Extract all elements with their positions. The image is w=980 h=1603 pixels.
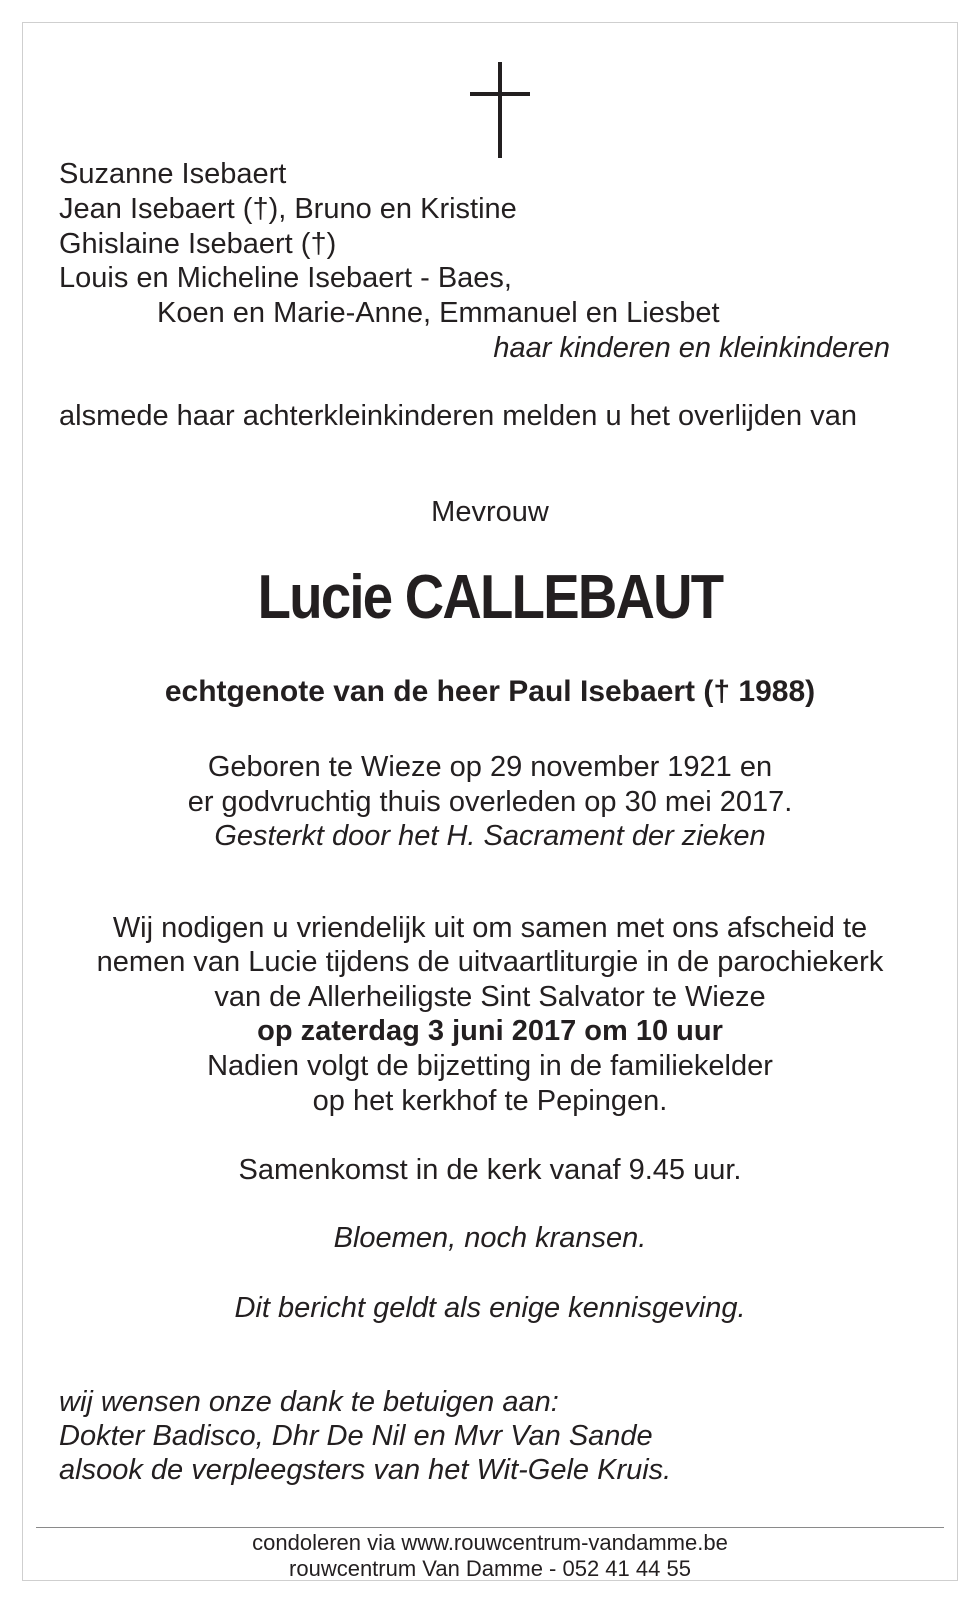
invitation-line: van de Allerheiligste Sint Salvator te Wieze bbox=[214, 981, 766, 1013]
family-line: Louis en Micheline Isebaert - Baes, bbox=[59, 262, 512, 294]
footer-divider bbox=[36, 1527, 944, 1528]
sacrament-line: Gesterkt door het H. Sacrament der zieken bbox=[214, 820, 766, 852]
cross-icon bbox=[470, 62, 530, 158]
invitation-line: nemen van Lucie tijdens de uitvaartliturgie in de parochiekerk bbox=[96, 946, 884, 978]
funeral-home-contact: rouwcentrum Van Damme - 052 41 44 55 bbox=[289, 1556, 691, 1581]
announcement: alsmede haar achterkleinkinderen melden u het overlijden van bbox=[59, 400, 857, 432]
thanks-line: wij wensen onze dank te betuigen aan: bbox=[59, 1386, 559, 1418]
birth-line: Geboren te Wieze op 29 november 1921 en bbox=[207, 751, 773, 783]
funeral-datetime: op zaterdag 3 juni 2017 om 10 uur bbox=[257, 1015, 723, 1047]
thanks-line: alsook de verpleegsters van het Wit-Gele Kruis. bbox=[59, 1454, 672, 1486]
spouse-line: echtgenote van de heer Paul Isebaert († 1988) bbox=[164, 675, 816, 708]
flowers-line: Bloemen, noch kransen. bbox=[333, 1222, 647, 1254]
condolence-link[interactable]: condoleren via www.rouwcentrum-vandamme.be bbox=[252, 1530, 728, 1555]
family-relation: haar kinderen en kleinkinderen bbox=[493, 332, 890, 364]
thanks-line: Dokter Badisco, Dhr De Nil en Mvr Van Sande bbox=[59, 1420, 653, 1452]
family-line: Jean Isebaert (†), Bruno en Kristine bbox=[59, 193, 517, 225]
family-line-indented: Koen en Marie-Anne, Emmanuel en Liesbet bbox=[157, 297, 720, 329]
death-line: er godvruchtig thuis overleden op 30 mei 2017. bbox=[187, 786, 793, 818]
burial-line: op het kerkhof te Pepingen. bbox=[312, 1085, 668, 1117]
invitation-line: Wij nodigen u vriendelijk uit om samen met ons afscheid te bbox=[112, 912, 868, 944]
gathering-line: Samenkomst in de kerk vanaf 9.45 uur. bbox=[238, 1154, 742, 1186]
family-line: Suzanne Isebaert bbox=[59, 158, 287, 190]
honorific: Mevrouw bbox=[431, 496, 549, 528]
family-line: Ghislaine Isebaert (†) bbox=[59, 228, 337, 260]
deceased-name: Lucie CALLEBAUT bbox=[257, 563, 723, 632]
notice-line: Dit bericht geldt als enige kennisgeving. bbox=[234, 1292, 746, 1324]
burial-line: Nadien volgt de bijzetting in de familiekelder bbox=[207, 1050, 773, 1082]
